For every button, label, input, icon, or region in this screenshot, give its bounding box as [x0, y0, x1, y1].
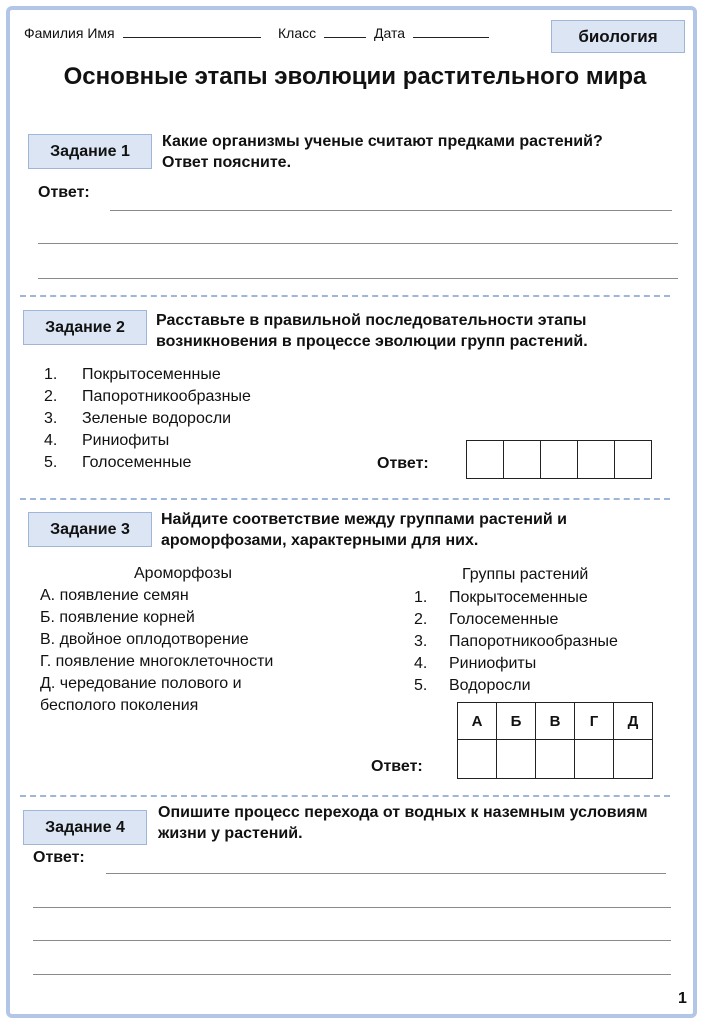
task1-answer-line-3[interactable] [38, 278, 678, 279]
list-item: 5. Голосеменные [44, 454, 192, 471]
task4-answer-line-4[interactable] [33, 974, 671, 975]
section-divider-2 [20, 498, 670, 500]
list-item: 2. Голосеменные [414, 611, 559, 628]
task4-answer-line-2[interactable] [33, 907, 671, 908]
list-item: 4. Риниофиты [414, 655, 537, 672]
answer-cell[interactable] [458, 740, 497, 779]
section-divider-3 [20, 795, 670, 797]
grid-header-v: В [536, 703, 575, 740]
task4-answer-line-1[interactable] [106, 873, 666, 874]
class-label: Класс [278, 25, 317, 41]
answer-cell[interactable] [504, 441, 541, 479]
plant-groups-list [414, 587, 618, 697]
task2-question: Расставьте в правильной последовательности этапы возникновения в процессе эволюции групп растений. [156, 312, 588, 350]
task1-answer-label: Ответ: [38, 184, 90, 201]
task3-tag: Задание 3 [28, 512, 152, 547]
list-item: 3. Папоротникообразные [414, 633, 618, 650]
answer-cell[interactable] [536, 740, 575, 779]
task1-answer-line-2[interactable] [38, 243, 678, 244]
date-field[interactable] [374, 25, 489, 41]
answer-cell[interactable] [614, 740, 653, 779]
answer-cell[interactable] [615, 441, 652, 479]
aromorphoses-header: Ароморфозы [134, 565, 232, 582]
task3-answer-grid [457, 702, 653, 779]
list-item: 2. Папоротникообразные [44, 388, 251, 405]
list-item: А. появление семян [40, 587, 189, 604]
task2-answer-grid [466, 440, 652, 479]
list-item: 1. Покрытосеменные [414, 589, 588, 606]
plant-groups-header: Группы растений [462, 566, 589, 583]
task1-answer-line-1[interactable] [110, 210, 672, 211]
task3-answer-label: Ответ: [371, 758, 423, 775]
task2-answer-label: Ответ: [377, 455, 429, 472]
grid-header-b: Б [497, 703, 536, 740]
task1-tag: Задание 1 [28, 134, 152, 169]
list-item: 4. Риниофиты [44, 432, 170, 449]
subject-badge: биология [551, 20, 685, 53]
date-blank[interactable] [413, 25, 489, 38]
list-item: 5. Водоросли [414, 677, 531, 694]
task2-tag: Задание 2 [23, 310, 147, 345]
task4-answer-line-3[interactable] [33, 940, 671, 941]
task1-question: Какие организмы ученые считают предками растений? Ответ поясните. [162, 133, 603, 171]
answer-cell[interactable] [578, 441, 615, 479]
list-item: 3. Зеленые водоросли [44, 410, 232, 427]
task2-list [44, 364, 251, 474]
class-blank[interactable] [324, 25, 366, 38]
answer-cell[interactable] [467, 441, 504, 479]
task4-question: Опишите процесс перехода от водных к наземным условиям жизни у растений. [158, 804, 648, 842]
name-label: Фамилия Имя [24, 25, 115, 41]
grid-header-a: А [458, 703, 497, 740]
task4-tag: Задание 4 [23, 810, 147, 845]
grid-header-g: Г [575, 703, 614, 740]
page-title: Основные этапы эволюции растительного мира [63, 63, 647, 90]
answer-cell[interactable] [497, 740, 536, 779]
name-blank[interactable] [123, 25, 261, 38]
list-item: В. двойное оплодотворение [40, 631, 249, 648]
list-item: Г. появление многоклеточности [40, 653, 274, 670]
list-item: Д. чередование полового и бесполого поколения [40, 675, 242, 714]
list-item: Б. появление корней [40, 609, 195, 626]
list-item: 1. Покрытосеменные [44, 366, 221, 383]
page-number: 1 [678, 990, 687, 1007]
class-field[interactable] [278, 25, 366, 41]
section-divider-1 [20, 295, 670, 297]
task4-answer-label: Ответ: [33, 849, 85, 866]
name-field[interactable] [24, 25, 261, 41]
answer-cell[interactable] [541, 441, 578, 479]
task3-question: Найдите соответствие между группами растений и ароморфозами, характерными для них. [161, 511, 567, 549]
aromorphoses-list [40, 585, 330, 717]
grid-header-d: Д [614, 703, 653, 740]
date-label: Дата [374, 25, 406, 41]
answer-cell[interactable] [575, 740, 614, 779]
